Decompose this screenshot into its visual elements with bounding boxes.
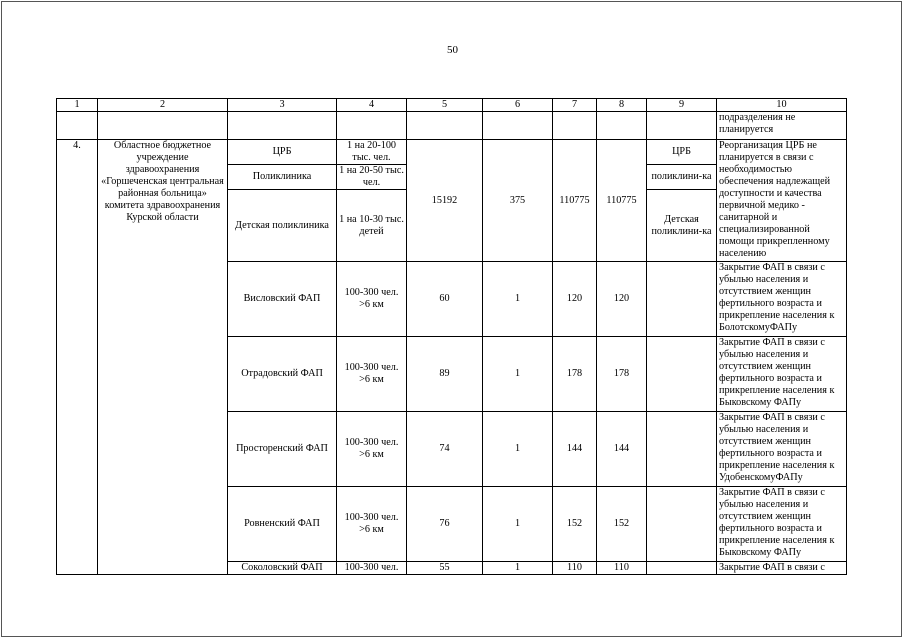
entry-col7: 110775 <box>553 140 597 262</box>
unit-name: ЦРБ <box>228 140 337 165</box>
header-cell: 2 <box>98 99 228 112</box>
organization-name: Областное бюджетное учреждение здравоохранения «Горшеченская центральная районная больница» комитета здравоохранения Курской области <box>98 140 228 575</box>
fap-col9 <box>647 562 717 575</box>
continuation-note: подразделения не планируется <box>717 112 847 140</box>
fap-norm: 100-300 чел. >6 км <box>337 487 407 562</box>
fap-col9 <box>647 262 717 337</box>
fap-col9 <box>647 337 717 412</box>
fap-col6: 1 <box>483 562 553 575</box>
header-cell: 6 <box>483 99 553 112</box>
fap-col6: 1 <box>483 262 553 337</box>
fap-col8: 120 <box>597 262 647 337</box>
entry-number: 4. <box>57 140 98 575</box>
header-cell: 10 <box>717 99 847 112</box>
fap-col8: 152 <box>597 487 647 562</box>
fap-name: Висловский ФАП <box>228 262 337 337</box>
table-row <box>57 140 847 165</box>
fap-col9 <box>647 412 717 487</box>
header-cell: 3 <box>228 99 337 112</box>
unit-col9: ЦРБ <box>647 140 717 165</box>
unit-norm: 1 на 20-100 тыс. чел. <box>337 140 407 165</box>
fap-col7: 110 <box>553 562 597 575</box>
fap-col7: 152 <box>553 487 597 562</box>
continuation-row <box>57 112 847 140</box>
header-cell: 5 <box>407 99 483 112</box>
table-header-row <box>57 99 847 112</box>
fap-col5: 60 <box>407 262 483 337</box>
fap-col7: 120 <box>553 262 597 337</box>
unit-norm: 1 на 20-50 тыс. чел. <box>337 165 407 190</box>
fap-norm: 100-300 чел. >6 км <box>337 412 407 487</box>
entry-note: Реорганизация ЦРБ не планируется в связи с необходимостью обеспечения надлежащей доступности и качества первичной медико - санитарной и специализированной помощи прикрепленному населению <box>717 140 847 262</box>
entry-col6: 375 <box>483 140 553 262</box>
fap-col6: 1 <box>483 337 553 412</box>
fap-norm: 100-300 чел. <box>337 562 407 575</box>
unit-name: Поликлиника <box>228 165 337 190</box>
fap-note: Закрытие ФАП в связи с убылью населения и отсутствием женщин фертильного возраста и прикрепление населения к Быковскому ФАПу <box>717 487 847 562</box>
fap-name: Соколовский ФАП <box>228 562 337 575</box>
fap-note: Закрытие ФАП в связи с <box>717 562 847 575</box>
fap-col7: 144 <box>553 412 597 487</box>
fap-col5: 76 <box>407 487 483 562</box>
page-number: 50 <box>447 44 458 56</box>
document-table <box>56 98 847 575</box>
header-cell: 7 <box>553 99 597 112</box>
entry-col5: 15192 <box>407 140 483 262</box>
fap-note: Закрытие ФАП в связи с убылью населения и отсутствием женщин фертильного возраста и прикрепление населения к Быковскому ФАПу <box>717 337 847 412</box>
fap-col8: 110 <box>597 562 647 575</box>
fap-note: Закрытие ФАП в связи с убылью населения и отсутствием женщин фертильного возраста и прикрепление населения к УдобенскомуФАПу <box>717 412 847 487</box>
fap-name: Ровненский ФАП <box>228 487 337 562</box>
unit-name: Детская поликлиника <box>228 190 337 262</box>
fap-note: Закрытие ФАП в связи с убылью населения и отсутствием женщин фертильного возраста и прикрепление населения к БолотскомуФАПу <box>717 262 847 337</box>
fap-col5: 55 <box>407 562 483 575</box>
fap-col9 <box>647 487 717 562</box>
fap-col6: 1 <box>483 412 553 487</box>
fap-col5: 89 <box>407 337 483 412</box>
fap-col6: 1 <box>483 487 553 562</box>
fap-col7: 178 <box>553 337 597 412</box>
entry-col8: 110775 <box>597 140 647 262</box>
header-cell: 4 <box>337 99 407 112</box>
fap-name: Просторенский ФАП <box>228 412 337 487</box>
header-cell: 9 <box>647 99 717 112</box>
fap-norm: 100-300 чел. >6 км <box>337 337 407 412</box>
fap-col8: 144 <box>597 412 647 487</box>
header-cell: 1 <box>57 99 98 112</box>
unit-norm: 1 на 10-30 тыс. детей <box>337 190 407 262</box>
unit-col9: поликлини-ка <box>647 165 717 190</box>
fap-col8: 178 <box>597 337 647 412</box>
fap-col5: 74 <box>407 412 483 487</box>
fap-name: Отрадовский ФАП <box>228 337 337 412</box>
unit-col9: Детская поликлини-ка <box>647 190 717 262</box>
header-cell: 8 <box>597 99 647 112</box>
fap-norm: 100-300 чел. >6 км <box>337 262 407 337</box>
